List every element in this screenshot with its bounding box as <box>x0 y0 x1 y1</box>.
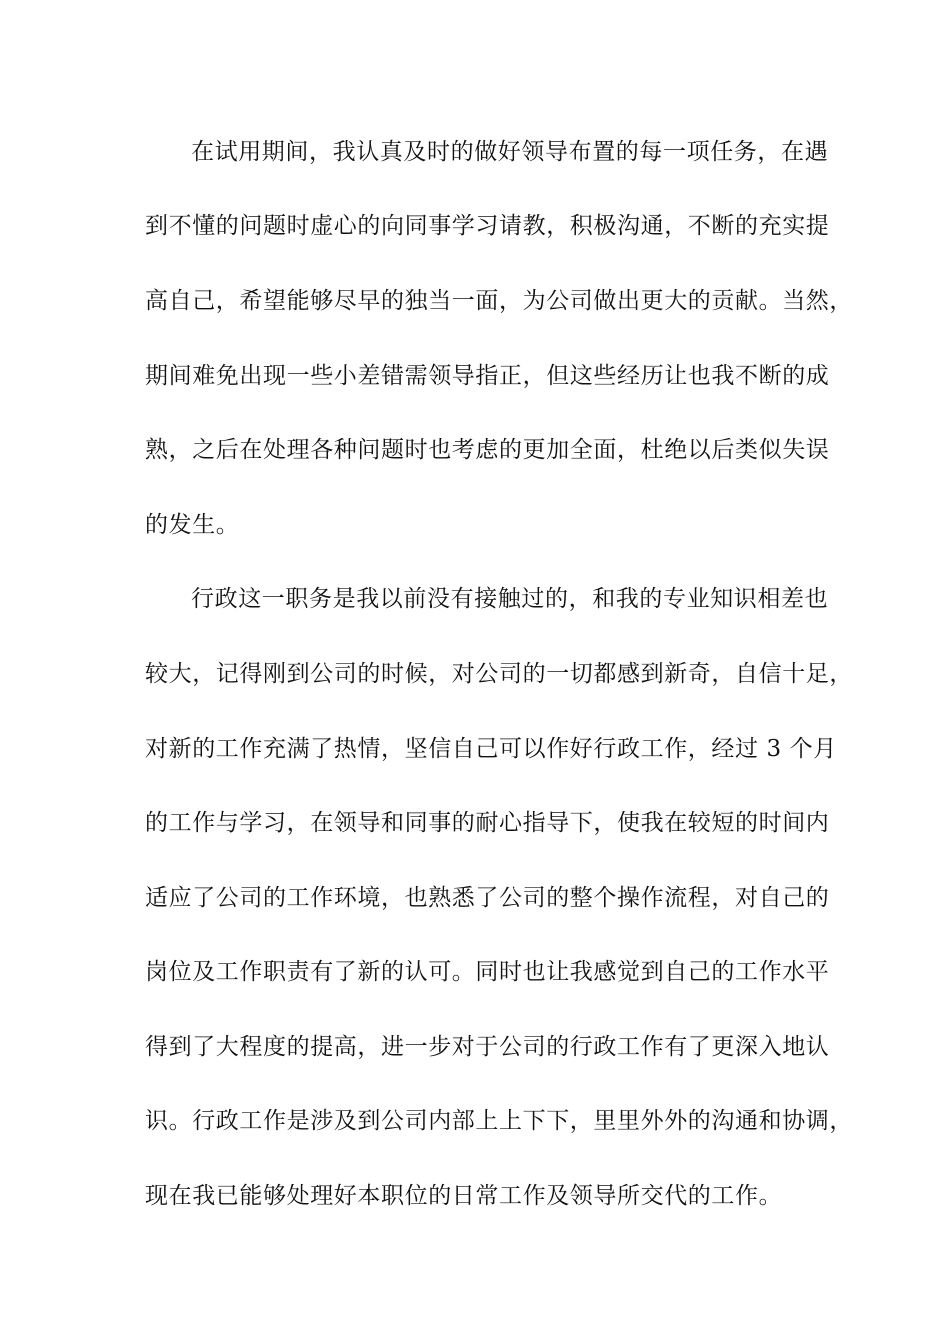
text-line: 岗位及工作职责有了新的认可。同时也让我感觉到自己的工作水平 <box>145 959 830 985</box>
text-line: 行政这一职务是我以前没有接触过的，和我的专业知识相差也 <box>191 586 829 612</box>
text-line: 期间难免出现一些小差错需领导指正，但这些经历让也我不断的成 <box>145 363 830 389</box>
text-line: 的发生。 <box>145 512 240 538</box>
text-line: 得到了大程度的提高，进一步对于公司的行政工作有了更深入地认 <box>145 1034 830 1060</box>
text-line: 较大，记得刚到公司的时候，对公司的一切都感到新奇，自信十足， <box>145 661 853 687</box>
text-line: 熟，之后在处理各种问题时也考虑的更加全面，杜绝以后类似失误 <box>145 437 830 463</box>
text-line: 识。行政工作是涉及到公司内部上上下下，里里外外的沟通和协调， <box>145 1108 853 1134</box>
text-line: 对新的工作充满了热情，坚信自己可以作好行政工作，经过 3 个月 <box>145 736 837 762</box>
text-line: 在试用期间，我认真及时的做好领导布置的每一项任务，在遇 <box>191 139 829 165</box>
text-line: 高自己，希望能够尽早的独当一面，为公司做出更大的贡献。当然， <box>145 288 853 314</box>
text-line: 的工作与学习，在领导和同事的耐心指导下，使我在较短的时间内 <box>145 810 830 836</box>
text-line: 适应了公司的工作环境，也熟悉了公司的整个操作流程，对自己的 <box>145 885 830 911</box>
text-line: 到不懂的问题时虚心的向同事学习请教，积极沟通，不断的充实提 <box>145 213 830 239</box>
text-line: 现在我已能够处理好本职位的日常工作及领导所交代的工作。 <box>145 1183 783 1209</box>
